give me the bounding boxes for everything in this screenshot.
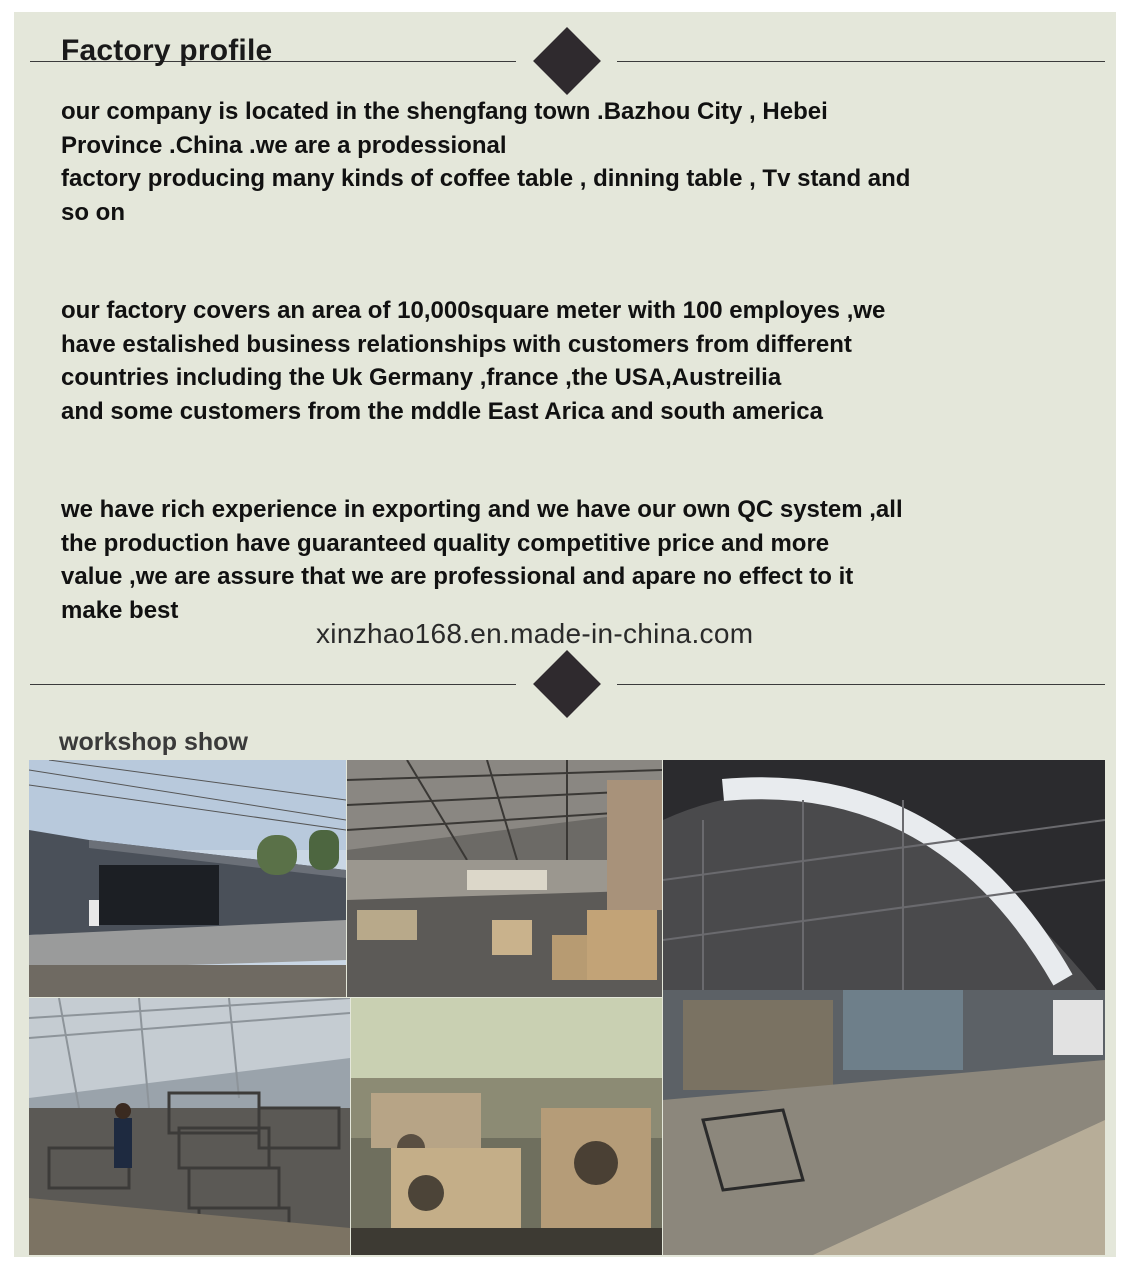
paragraph-location — [61, 95, 1061, 229]
metal-frames-workshop-photo — [29, 998, 350, 1255]
watermark-url: xinzhao168.en.made-in-china.com — [316, 618, 754, 649]
paragraph-factory-size — [61, 294, 1061, 428]
machinery-closeup-photo — [351, 998, 662, 1255]
page-title: Factory profile — [61, 34, 273, 67]
paragraph-line: value ,we are assure that we are professional and apare no effect to it — [61, 563, 854, 590]
paragraph-line: our factory covers an area of 10,000square meter with 100 employes ,we — [61, 297, 886, 324]
paragraph-line: so on — [61, 198, 125, 226]
paragraph-line: our company is located in the shengfang town .Bazhou City , Hebei — [61, 98, 828, 125]
paragraph-line: and some customers from the mddle East Arica and south america — [61, 397, 823, 425]
arched-workshop-photo — [663, 760, 1105, 1255]
paragraph-line: the production have guaranteed quality competitive price and more — [61, 529, 830, 557]
paragraph-line: have estalished business relationships with customers from different — [61, 330, 852, 358]
paragraph-line: factory producing many kinds of coffee table , dinning table , Tv stand and — [61, 165, 911, 192]
paragraph-line: make best — [61, 596, 179, 624]
paragraph-line: countries including the Uk Germany ,france ,the USA,Austreilia — [61, 364, 782, 391]
paragraph-line: Province .China .we are a prodessional — [61, 131, 507, 159]
warehouse-interior-photo — [347, 760, 662, 997]
bottom-divider-right — [617, 684, 1105, 685]
paragraph-qc — [61, 493, 1061, 627]
bottom-divider-left — [30, 684, 516, 685]
workshop-title: workshop show — [59, 728, 248, 756]
paragraph-line: we have rich experience in exporting and we have our own QC system ,all — [61, 496, 903, 523]
top-divider-right — [617, 61, 1105, 62]
factory-exterior-photo — [29, 760, 346, 997]
